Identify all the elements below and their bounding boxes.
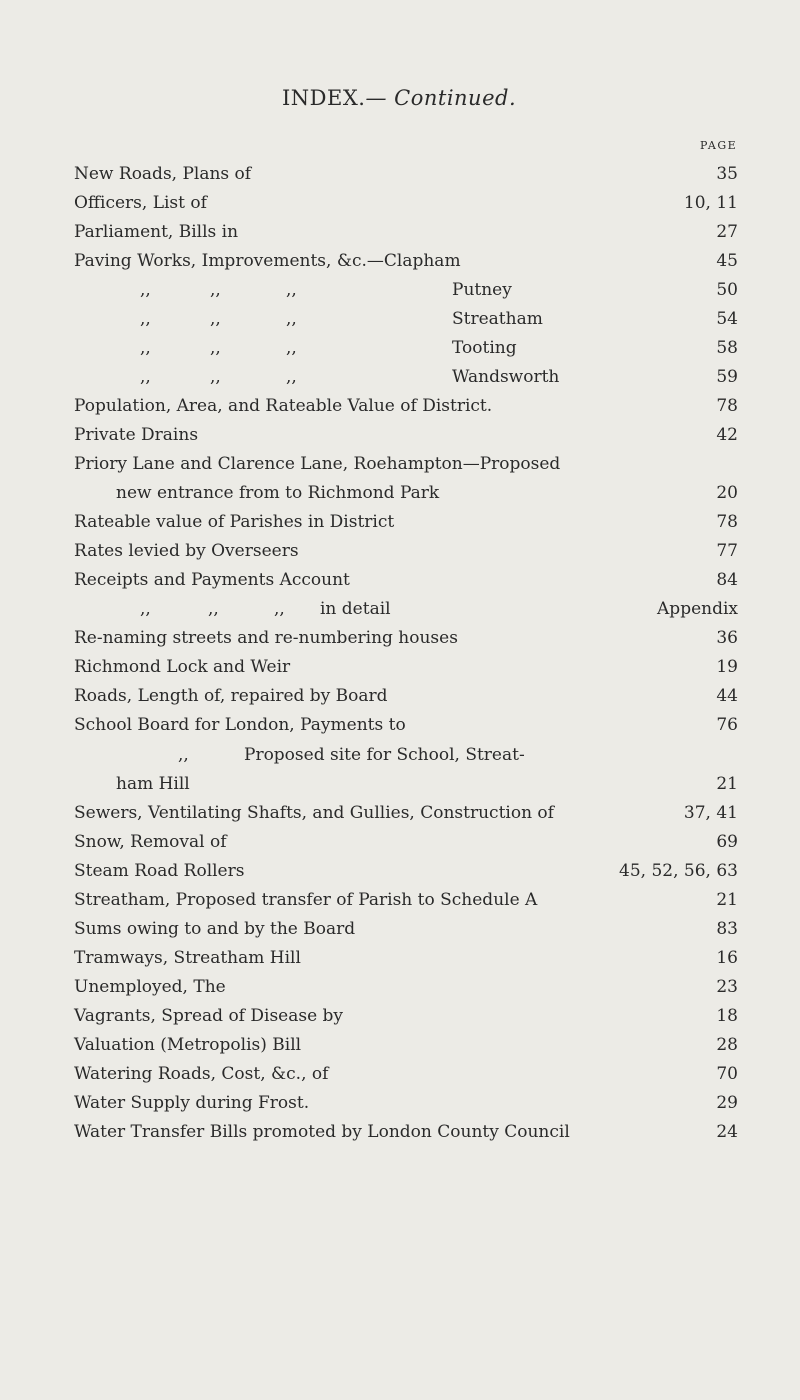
entry-page-number: 50 [716, 280, 738, 300]
entry-page-number: 78 [716, 396, 738, 416]
entry-page-number: 59 [716, 367, 738, 387]
index-entry [74, 479, 738, 507]
entry-page-number: 76 [716, 715, 738, 735]
entry-label: Officers, List of [74, 193, 207, 213]
entry-page-number: 18 [716, 1006, 738, 1026]
index-entry [74, 682, 738, 710]
entry-page-number: 23 [716, 977, 738, 997]
entry-label: Receipts and Payments Account [74, 570, 350, 590]
entry-label: Priory Lane and Clarence Lane, Roehampton—Proposed [74, 454, 561, 474]
entry-page-number: 16 [716, 948, 738, 968]
index-entry [74, 1031, 738, 1059]
index-entry [74, 1118, 738, 1146]
entry-label: in detail [320, 599, 391, 619]
entry-label: Streatham [452, 309, 543, 329]
index-entry [74, 1002, 738, 1030]
entry-page-number: 29 [716, 1093, 738, 1113]
ditto-mark: ,, [140, 599, 151, 619]
index-entry [74, 450, 738, 478]
index-entry [74, 857, 738, 885]
index-entry [74, 886, 738, 914]
index-entry [74, 363, 738, 391]
entry-label: School Board for London, Payments to [74, 715, 406, 735]
entry-label: Valuation (Metropolis) Bill [74, 1035, 302, 1055]
ditto-mark: ,, [178, 745, 189, 765]
entry-page-number: 35 [716, 164, 738, 184]
ditto-mark: ,, [286, 367, 297, 387]
ditto-mark: ,, [210, 367, 221, 387]
index-entry [74, 566, 738, 594]
index-entry [74, 421, 738, 449]
entry-page-number: 54 [716, 309, 738, 329]
index-entry [74, 944, 738, 972]
index-entry [74, 1060, 738, 1088]
entry-label: Snow, Removal of [74, 832, 227, 852]
entry-label: Steam Road Rollers [74, 861, 245, 881]
entry-page-number: 20 [716, 483, 738, 503]
ditto-mark: ,, [210, 309, 221, 329]
ditto-mark: ,, [140, 367, 151, 387]
index-entry [74, 247, 738, 275]
entry-page-number: 37, 41 [683, 803, 738, 823]
ditto-mark: ,, [140, 280, 151, 300]
title-continued: — Continued. [365, 86, 517, 110]
index-entry [74, 828, 738, 856]
entry-page-number: 44 [716, 686, 738, 706]
entry-page-number: 70 [716, 1064, 738, 1084]
ditto-mark: ,, [140, 338, 151, 358]
entry-label: new entrance from to Richmond Park [116, 483, 440, 503]
entry-label: Re-naming streets and re-numbering houses [74, 628, 458, 648]
index-entry [74, 508, 738, 536]
entry-label: Putney [452, 280, 512, 300]
entry-label: Richmond Lock and Weir [74, 657, 291, 677]
index-entry [74, 334, 738, 362]
ditto-mark: ,, [210, 280, 221, 300]
entry-label: Sums owing to and by the Board [74, 919, 356, 939]
index-entry [74, 218, 738, 246]
entry-page-number: 28 [716, 1035, 738, 1055]
entry-label: Water Transfer Bills promoted by London County Council [74, 1122, 570, 1142]
index-entry [74, 770, 738, 798]
entry-label: Sewers, Ventilating Shafts, and Gullies, Construction of [74, 803, 554, 823]
entry-label: Watering Roads, Cost, &c., of [74, 1064, 329, 1084]
index-entry [74, 741, 738, 769]
entry-label: Tramways, Streatham Hill [74, 948, 301, 968]
ditto-mark: ,, [286, 338, 297, 358]
page-title [282, 86, 516, 110]
entry-label: Parliament, Bills in [74, 222, 239, 242]
entry-page-number: 45 [716, 251, 738, 271]
page-column-header: PAGE [700, 139, 738, 152]
entry-label: Proposed site for School, Streat- [244, 745, 525, 765]
ditto-mark: ,, [210, 338, 221, 358]
index-entry [74, 392, 738, 420]
index-entry [74, 189, 738, 217]
entry-page-number: 24 [716, 1122, 738, 1142]
entry-page-number: 10, 11 [683, 193, 738, 213]
entry-label: Streatham, Proposed transfer of Parish to Schedule A [74, 890, 538, 910]
entry-label: Rates levied by Overseers [74, 541, 299, 561]
entry-page-number: 45, 52, 56, 63 [619, 861, 738, 881]
ditto-mark: ,, [140, 309, 151, 329]
entry-page-number: 42 [716, 425, 738, 445]
entry-label: Private Drains [74, 425, 199, 445]
ditto-mark: ,, [286, 280, 297, 300]
entry-label: ham Hill [116, 774, 190, 794]
index-entry [74, 799, 738, 827]
entry-page-number: 77 [716, 541, 738, 561]
entry-label: Unemployed, The [74, 977, 226, 997]
entry-label: Water Supply during Frost. [74, 1093, 310, 1113]
entry-label: Population, Area, and Rateable Value of District. [74, 396, 493, 416]
entry-page-number: 84 [716, 570, 738, 590]
index-entry [74, 160, 738, 188]
index-entry [74, 1089, 738, 1117]
ditto-mark: ,, [286, 309, 297, 329]
index-entry [74, 711, 738, 739]
entry-page-number: 83 [716, 919, 738, 939]
entry-page-number: 21 [716, 774, 738, 794]
entry-page-number: 21 [716, 890, 738, 910]
entry-page-number: Appendix [657, 599, 738, 619]
entry-label: Paving Works, Improvements, &c.—Clapham [74, 251, 461, 271]
index-entry [74, 595, 738, 623]
entry-page-number: 19 [716, 657, 738, 677]
entry-label: Tooting [452, 338, 517, 358]
entry-label: New Roads, Plans of [74, 164, 252, 184]
title-main: INDEX. [282, 86, 366, 110]
entry-label: Vagrants, Spread of Disease by [74, 1006, 344, 1026]
entry-page-number: 69 [716, 832, 738, 852]
ditto-mark: ,, [208, 599, 219, 619]
index-entry [74, 624, 738, 652]
index-entry [74, 305, 738, 333]
entry-page-number: 27 [716, 222, 738, 242]
entry-label: Wandsworth [452, 367, 560, 387]
index-entry [74, 537, 738, 565]
entry-label: Roads, Length of, repaired by Board [74, 686, 388, 706]
entry-page-number: 78 [716, 512, 738, 532]
entry-label: Rateable value of Parishes in District [74, 512, 395, 532]
index-entry [74, 973, 738, 1001]
entry-page-number: 36 [716, 628, 738, 648]
ditto-mark: ,, [274, 599, 285, 619]
index-entry [74, 276, 738, 304]
entry-page-number: 58 [716, 338, 738, 358]
index-entry [74, 653, 738, 681]
index-entry [74, 915, 738, 943]
